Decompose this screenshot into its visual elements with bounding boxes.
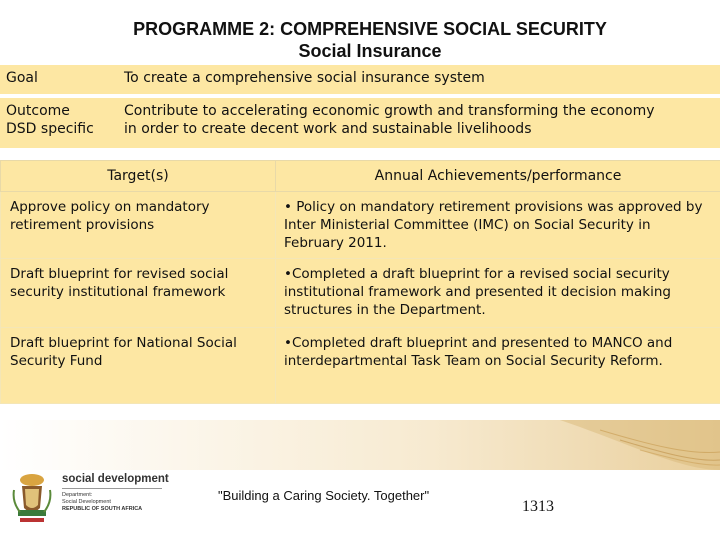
page-number: 1313 — [522, 498, 554, 515]
logo-line-3: REPUBLIC OF SOUTH AFRICA — [62, 506, 143, 512]
achievement-cell: • Policy on mandatory retirement provisions was approved by Inter Ministerial Committee (IMC) on Social Security in February 2011. — [276, 192, 720, 259]
outcome-text — [124, 102, 714, 138]
goal-text: To create a comprehensive social insurance system — [124, 70, 485, 86]
outcome-label — [6, 102, 94, 138]
target-cell: Approve policy on mandatory retirement provisions — [1, 192, 276, 259]
outcome-text-line-2: in order to create decent work and sustainable livelihoods — [124, 121, 532, 137]
goal-label: Goal — [6, 70, 38, 86]
targets-table — [0, 160, 720, 404]
logo-line-2: Social Development — [62, 499, 111, 505]
table-header-row — [1, 161, 720, 192]
title-line-2: Social Insurance — [298, 41, 442, 61]
goal-row — [0, 65, 720, 94]
logo-line-1: Department: — [62, 492, 93, 498]
achievement-cell: •Completed draft blueprint and presented to MANCO and interdepartmental Task Team on Social Security Reform. — [276, 328, 720, 404]
table-row — [1, 192, 720, 259]
header-achievements: Annual Achievements/performance — [276, 161, 720, 192]
achievement-cell: •Completed a draft blueprint for a revised social security institutional framework and presented it decision making structures in the Department. — [276, 259, 720, 328]
target-cell: Draft blueprint for National Social Security Fund — [1, 328, 276, 404]
outcome-label-line-2: DSD specific — [6, 121, 94, 137]
logo-department-text — [62, 492, 142, 513]
outcome-label-line-1: Outcome — [6, 103, 70, 119]
header-targets: Target(s) — [1, 161, 276, 192]
slide-title — [0, 18, 720, 62]
tagline: "Building a Caring Society. Together" — [218, 488, 430, 503]
logo-name: social development — [62, 473, 169, 485]
outcome-row — [0, 98, 720, 148]
table-row — [1, 328, 720, 404]
table-row — [1, 259, 720, 328]
logo-divider — [62, 488, 162, 489]
outcome-text-line-1: Contribute to accelerating economic growth and transforming the economy — [124, 103, 655, 119]
dsd-logo — [10, 470, 170, 530]
title-line-1: PROGRAMME 2: COMPREHENSIVE SOCIAL SECURITY — [133, 19, 607, 39]
coat-of-arms-icon — [10, 470, 54, 526]
target-cell: Draft blueprint for revised social security institutional framework — [1, 259, 276, 328]
